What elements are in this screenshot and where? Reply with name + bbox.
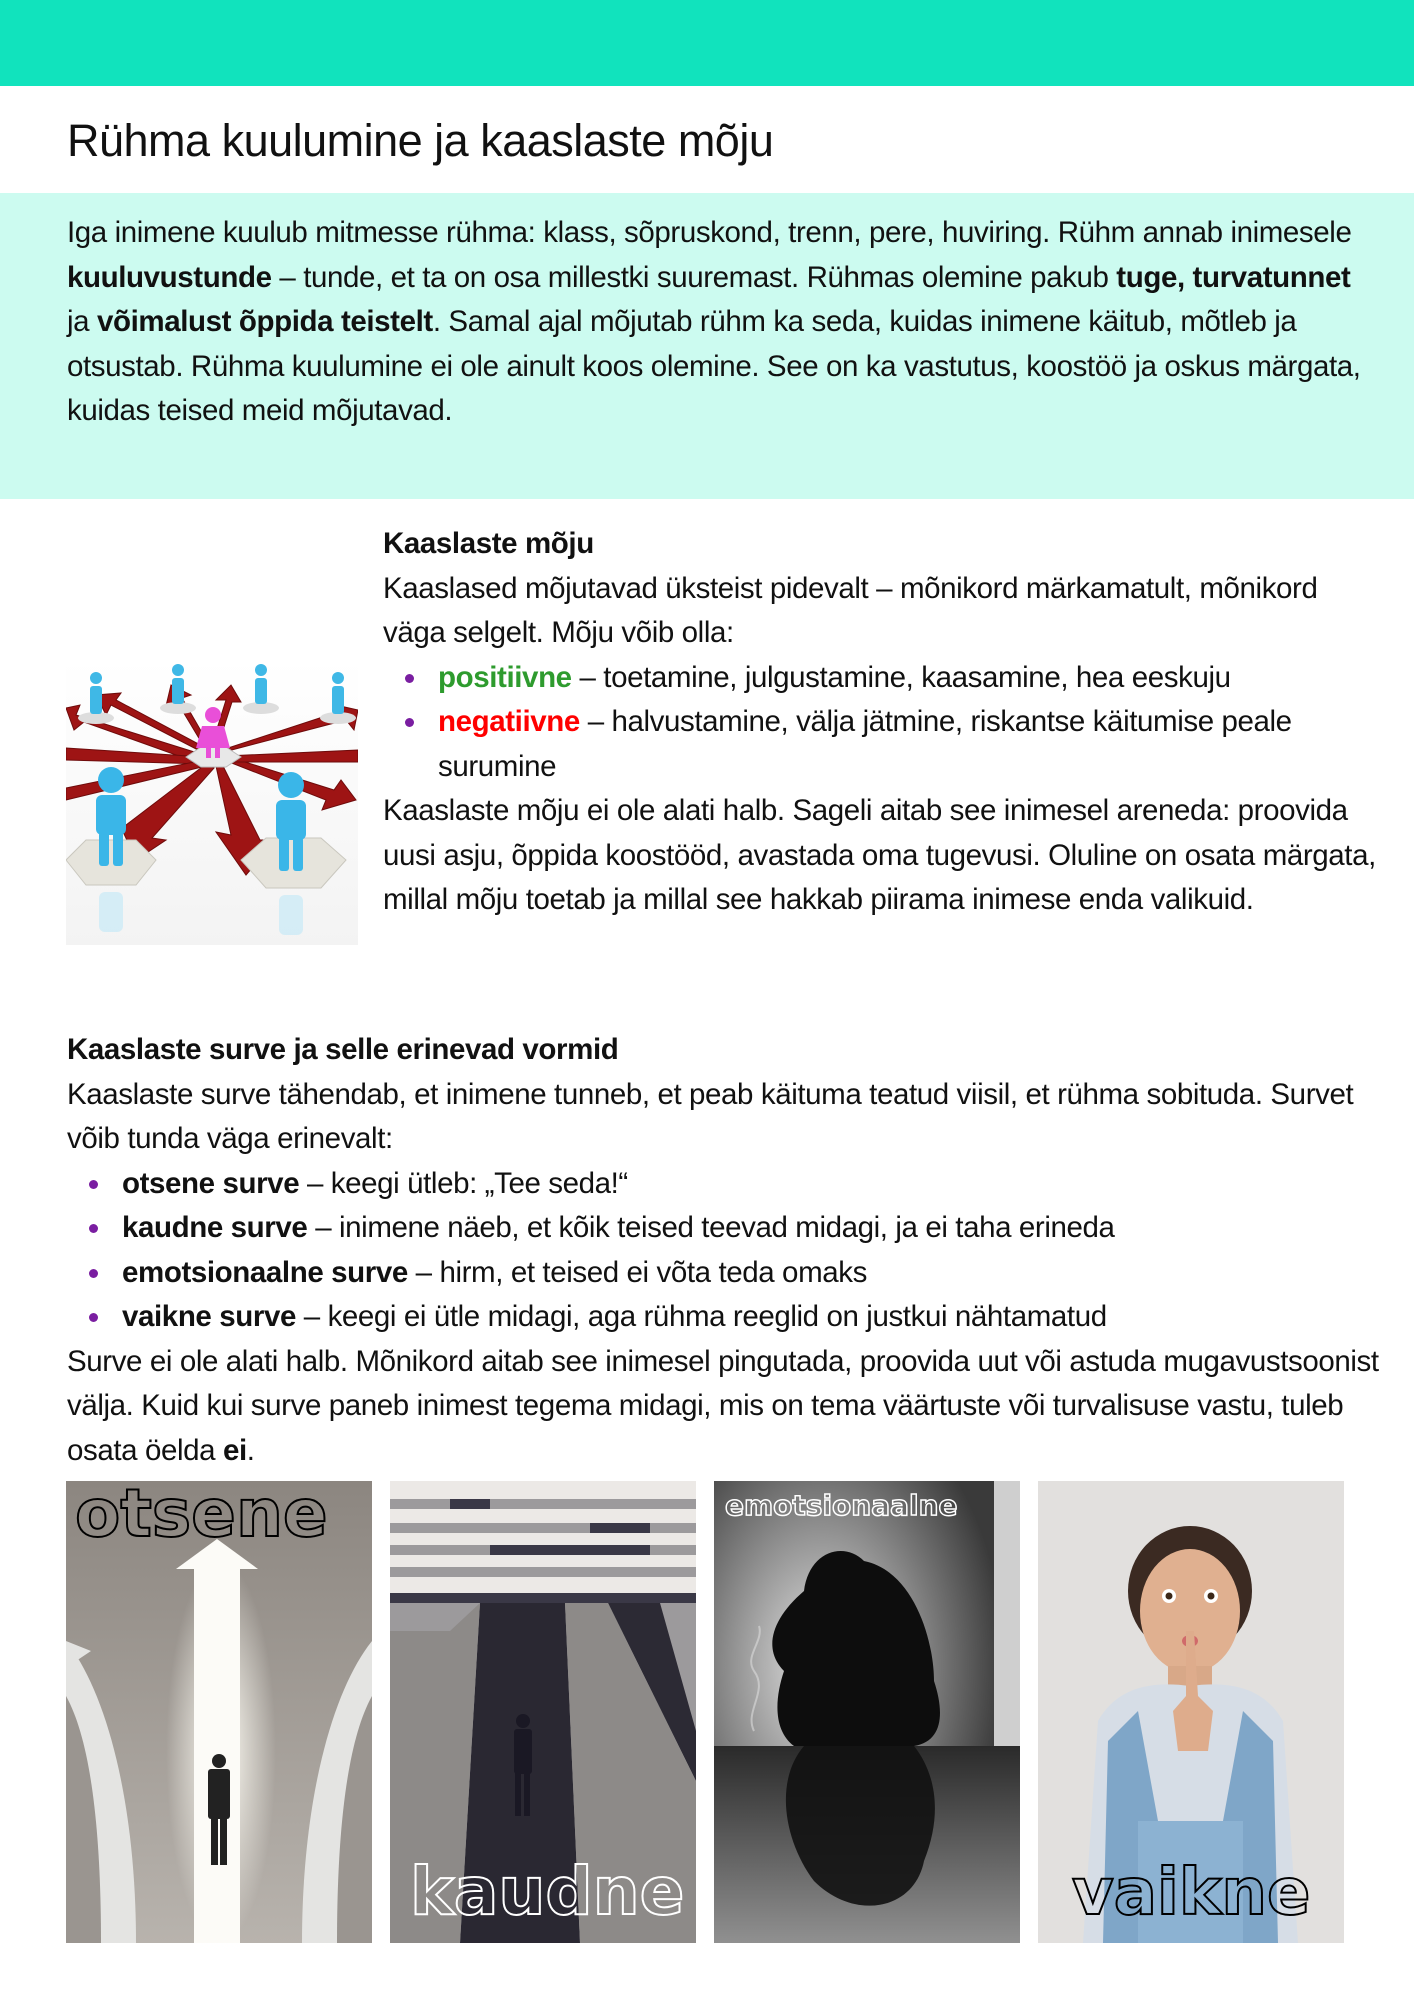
list-item-positive: positiivne – toetamine, julgustamine, kaasamine, hea eeskuju [383, 656, 1383, 701]
photo-label-direct: otsene [75, 1481, 328, 1552]
photo-label-indirect: kaudne [410, 1853, 685, 1930]
list-item-silent: vaikne surve – keegi ei ütle midagi, aga rühma reeglid on justkui nähtamatud [67, 1295, 1397, 1340]
list-item-emotional: emotsionaalne surve – hirm, et teised ei võta teda omaks [67, 1251, 1397, 1296]
pressure-lead: Kaaslaste surve tähendab, et inimene tunneb, et peab käituma teatud viisil, et rühma sobituda. Survet võib tunda väga erinevalt: [67, 1077, 1354, 1155]
page-title: Rühma kuulumine ja kaaslaste mõju [67, 115, 774, 166]
bullet-dot-icon [405, 674, 414, 683]
peer-pressure-section [67, 1028, 1397, 1473]
pressure-heading: Kaaslaste surve ja selle erinevad vormid [67, 1033, 619, 1066]
photo-indirect-pressure [390, 1481, 696, 1943]
bullet-dot-icon [89, 1180, 98, 1189]
header-band [0, 0, 1414, 86]
influence-lead: Kaaslased mõjutavad üksteist pidevalt – mõnikord märkamatult, mõnikord väga selgelt. Mõju võib olla: [383, 571, 1318, 649]
pressure-list [67, 1162, 1397, 1340]
photo-silent-pressure [1038, 1481, 1344, 1943]
bullet-dot-icon [89, 1224, 98, 1233]
intro-box [0, 193, 1414, 499]
list-item-negative: negatiivne – halvustamine, välja jätmine, riskantse käitumise peale surumine [383, 700, 1383, 789]
intro-bold-support: tuge, turvatunnet [1116, 260, 1351, 294]
photo-label-silent: vaikne [1072, 1856, 1311, 1930]
bullet-dot-icon [89, 1313, 98, 1322]
influence-list [383, 656, 1383, 790]
intro-bold-belonging: kuuluvustunde [67, 260, 272, 294]
intro-paragraph: Iga inimene kuulub mitmesse rühma: klass, sõpruskond, trenn, pere, huviring. Rühm annab inimesele kuuluvustunde – tunde, et ta on osa millestki suuremast. Rühmas olemine pakub tuge, turvatunnet ja võimalust õppida teistelt. Samal ajal mõjutab rühm ka seda, kuidas inimene käitub, mõtleb ja otsustab. Rühma kuulumine ei ole ainult koos olemine. See on ka vastutus, koostöö ja oskus märgata, kuidas teised meid mõjutavad. [67, 216, 1361, 427]
intro-bold-learning: võimalust õppida teistelt [96, 305, 433, 338]
influence-heading: Kaaslaste mõju [383, 527, 594, 560]
photo-direct-pressure [66, 1481, 372, 1943]
network-of-people-illustration [66, 660, 358, 945]
pressure-closing: Surve ei ole alati halb. Mõnikord aitab see inimesel pingutada, proovida uut või astuda mugavustsoonist välja. Kuid kui surve paneb inimest tegema midagi, mis on tema väärtuste või turvalisuse vastu, tuleb osata öelda ei. [67, 1344, 1379, 1467]
peer-influence-section [383, 522, 1383, 923]
bold-no: ei [222, 1433, 247, 1467]
influence-closing: Kaaslaste mõju ei ole alati halb. Sageli aitab see inimesel areneda: proovida uusi asju, õppida koostööd, avastada oma tugevusi. Oluline on osata märgata, millal mõju toetab ja millal see hakkab piirama inimese enda valikuid. [383, 794, 1376, 916]
bullet-dot-icon [405, 718, 414, 727]
photo-label-emotional: emotsionaalne [725, 1489, 958, 1522]
bullet-dot-icon [89, 1269, 98, 1278]
list-item-indirect: kaudne surve – inimene näeb, et kõik teised teevad midagi, ja ei taha erineda [67, 1206, 1397, 1251]
list-item-direct: otsene surve – keegi ütleb: „Tee seda!“ [67, 1162, 1397, 1207]
photo-emotional-pressure [714, 1481, 1020, 1943]
